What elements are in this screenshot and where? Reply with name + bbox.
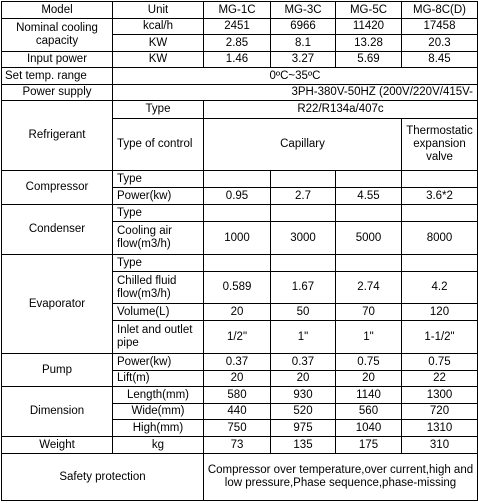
condenser-type-4 — [402, 205, 478, 222]
pump-lift-3: 20 — [336, 371, 402, 387]
refrigerant-label: Refrigerant — [2, 101, 113, 171]
cooling-kcal-row — [2, 19, 478, 35]
condenser-type-3 — [336, 205, 402, 222]
pump-power-3: 0.75 — [336, 354, 402, 371]
input-power-2: 3.27 — [271, 52, 336, 68]
input-power-1: 1.46 — [204, 52, 271, 68]
input-power-row — [2, 52, 478, 68]
compressor-type-label: Type — [113, 171, 204, 188]
cooling-label: Nominal cooling capacity — [2, 19, 113, 52]
evaporator-volume-3: 70 — [336, 304, 402, 321]
condenser-type-2 — [271, 205, 336, 222]
safety-label: Safety protection — [2, 454, 204, 501]
cooling-kw-3: 13.28 — [336, 35, 402, 52]
evaporator-volume-1: 20 — [204, 304, 271, 321]
evaporator-chilled-2: 1.67 — [271, 272, 336, 304]
condenser-type-label: Type — [113, 205, 204, 222]
evaporator-pipe-2: 1" — [271, 321, 336, 354]
temp-range-value: 0ºC~35ºC — [113, 68, 478, 85]
pump-lift-1: 20 — [204, 371, 271, 387]
condenser-airflow-2: 3000 — [271, 222, 336, 255]
spec-table — [1, 1, 478, 501]
condenser-airflow-label: Cooling air flow(m3/h) — [113, 222, 204, 255]
evaporator-type-3 — [336, 255, 402, 272]
compressor-type-1 — [204, 171, 271, 188]
weight-1: 73 — [204, 437, 271, 454]
cooling-kw-4: 20.3 — [402, 35, 478, 52]
dimension-label: Dimension — [2, 387, 113, 437]
header-model-1: MG-1C — [204, 2, 271, 19]
pump-power-row — [2, 354, 478, 371]
cooling-kw-2: 8.1 — [271, 35, 336, 52]
refrigerant-control-capillary: Capillary — [204, 119, 402, 171]
compressor-type-2 — [271, 171, 336, 188]
evaporator-chilled-1: 0.589 — [204, 272, 271, 304]
power-supply-value: 3PH-380V-50HZ (200V/220V/415V- — [113, 85, 478, 101]
dimension-high-4: 1310 — [402, 420, 478, 437]
cooling-kcal-1: 2451 — [204, 19, 271, 35]
dimension-length-row — [2, 387, 478, 404]
temp-range-row — [2, 68, 478, 85]
pump-power-2: 0.37 — [271, 354, 336, 371]
compressor-power-2: 2.7 — [271, 188, 336, 205]
weight-3: 175 — [336, 437, 402, 454]
compressor-power-3: 4.55 — [336, 188, 402, 205]
compressor-power-4: 3.6*2 — [402, 188, 478, 205]
dimension-high-2: 975 — [271, 420, 336, 437]
evaporator-volume-4: 120 — [402, 304, 478, 321]
condenser-airflow-4: 8000 — [402, 222, 478, 255]
pump-lift-4: 22 — [402, 371, 478, 387]
evaporator-type-4 — [402, 255, 478, 272]
cooling-kcal-4: 17458 — [402, 19, 478, 35]
compressor-power-label: Power(kw) — [113, 188, 204, 205]
header-row — [2, 2, 478, 19]
power-supply-label: Power supply — [2, 85, 113, 101]
condenser-airflow-3: 5000 — [336, 222, 402, 255]
cooling-kw-1: 2.85 — [204, 35, 271, 52]
refrigerant-control-label: Type of control — [113, 119, 204, 171]
evaporator-type-row — [2, 255, 478, 272]
pump-power-1: 0.37 — [204, 354, 271, 371]
dimension-length-2: 930 — [271, 387, 336, 404]
header-unit: Unit — [113, 2, 204, 19]
evaporator-type-2 — [271, 255, 336, 272]
evaporator-chilled-4: 4.2 — [402, 272, 478, 304]
dimension-length-label: Length(mm) — [113, 387, 204, 404]
weight-label: Weight — [2, 437, 113, 454]
dimension-wide-1: 440 — [204, 404, 271, 420]
weight-4: 310 — [402, 437, 478, 454]
dimension-length-4: 1300 — [402, 387, 478, 404]
dimension-high-3: 1040 — [336, 420, 402, 437]
evaporator-type-1 — [204, 255, 271, 272]
header-model-2: MG-3C — [271, 2, 336, 19]
dimension-wide-2: 520 — [271, 404, 336, 420]
input-power-4: 8.45 — [402, 52, 478, 68]
refrigerant-type-label: Type — [113, 101, 204, 119]
header-model-3: MG-5C — [336, 2, 402, 19]
evaporator-volume-2: 50 — [271, 304, 336, 321]
condenser-label: Condenser — [2, 205, 113, 255]
dimension-high-label: High(mm) — [113, 420, 204, 437]
safety-value: Compressor over temperature,over current,high and low pressure,Phase sequence,phase-missing — [204, 454, 478, 501]
evaporator-pipe-4: 1-1/2" — [402, 321, 478, 354]
dimension-high-1: 750 — [204, 420, 271, 437]
condenser-airflow-1: 1000 — [204, 222, 271, 255]
header-model-4: MG-8C(D) — [402, 2, 478, 19]
dimension-length-1: 580 — [204, 387, 271, 404]
power-supply-row — [2, 85, 478, 101]
pump-label: Pump — [2, 354, 113, 387]
refrigerant-type-value: R22/R134a/407c — [204, 101, 478, 119]
weight-unit: kg — [113, 437, 204, 454]
weight-row — [2, 437, 478, 454]
evaporator-pipe-3: 1" — [336, 321, 402, 354]
condenser-type-1 — [204, 205, 271, 222]
pump-lift-label: Lift(m) — [113, 371, 204, 387]
evaporator-pipe-1: 1/2" — [204, 321, 271, 354]
cooling-kcal-3: 11420 — [336, 19, 402, 35]
dimension-length-3: 1140 — [336, 387, 402, 404]
refrigerant-control-valve: Thermostatic expansion valve — [402, 119, 478, 171]
safety-row — [2, 454, 478, 501]
cooling-kcal-2: 6966 — [271, 19, 336, 35]
input-power-unit: KW — [113, 52, 204, 68]
cooling-unit-kcal: kcal/h — [113, 19, 204, 35]
dimension-wide-4: 720 — [402, 404, 478, 420]
evaporator-chilled-label: Chilled fluid flow(m3/h) — [113, 272, 204, 304]
pump-power-4: 0.75 — [402, 354, 478, 371]
compressor-label: Compressor — [2, 171, 113, 205]
dimension-wide-3: 560 — [336, 404, 402, 420]
refrigerant-type-row — [2, 101, 478, 119]
pump-lift-2: 20 — [271, 371, 336, 387]
compressor-power-1: 0.95 — [204, 188, 271, 205]
cooling-unit-kw: KW — [113, 35, 204, 52]
temp-range-label: Set temp. range — [2, 68, 113, 85]
evaporator-chilled-3: 2.74 — [336, 272, 402, 304]
condenser-type-row — [2, 205, 478, 222]
evaporator-volume-label: Volume(L) — [113, 304, 204, 321]
compressor-type-3 — [336, 171, 402, 188]
compressor-type-4 — [402, 171, 478, 188]
evaporator-pipe-label: Inlet and outlet pipe — [113, 321, 204, 354]
evaporator-type-label: Type — [113, 255, 204, 272]
compressor-type-row — [2, 171, 478, 188]
evaporator-label: Evaporator — [2, 255, 113, 354]
pump-power-label: Power(kw) — [113, 354, 204, 371]
header-model: Model — [2, 2, 113, 19]
input-power-label: Input power — [2, 52, 113, 68]
dimension-wide-label: Wide(mm) — [113, 404, 204, 420]
input-power-3: 5.69 — [336, 52, 402, 68]
weight-2: 135 — [271, 437, 336, 454]
